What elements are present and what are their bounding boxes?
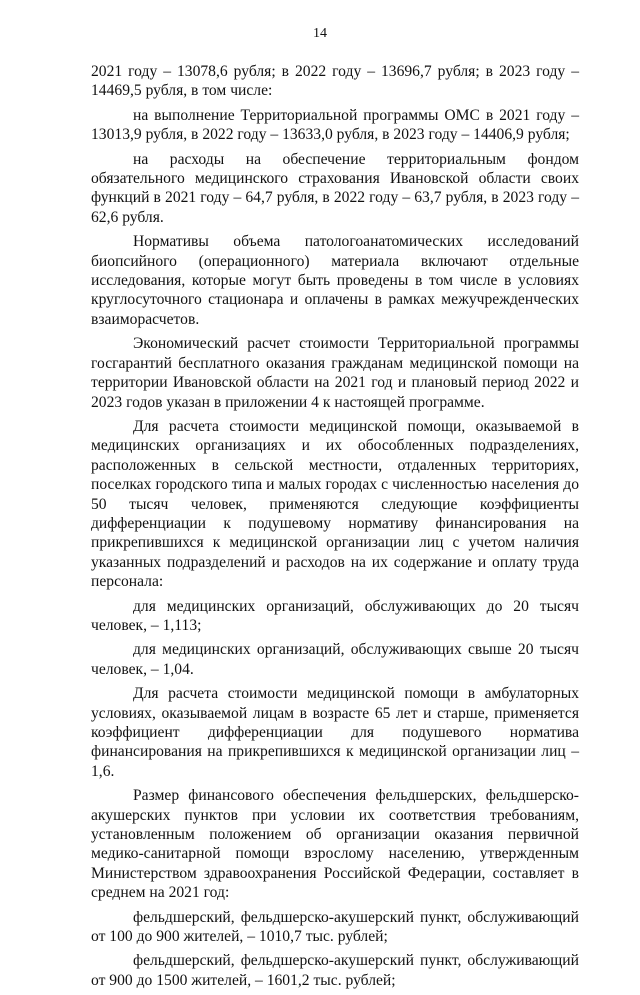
paragraph-continuation: 2021 году – 13078,6 рубля; в 2022 году – 13696,7 рубля; в 2023 году – 14469,5 рубля, в том числе: (91, 63, 579, 100)
paragraph-feldsher-financing: Размер финансового обеспечения фельдшерских, фельдшерско-акушерских пунктов при условии их соответствия требованиям, установленным положением об организации оказания первичной медико-санитарной помощи взрослому населению, утвержденным Министерством здравоохранения Российской Федерации, составляет в среднем на 2021 год: (91, 787, 579, 902)
document-body (91, 62, 579, 995)
page-number: 14 (313, 26, 327, 41)
paragraph-economic-calculation: Экономический расчет стоимости Территориальной программы госгарантий бесплатного оказания гражданам медицинской помощи на территории Ивановской области на 2021 год и плановый период 2022 и 2023 годов указан в приложении 4 к настоящей программе. (91, 335, 579, 411)
paragraph-pathology-norms: Нормативы объема патологоанатомических исследований биопсийного (операционного) материала включают отдельные исследования, которые могут быть проведены в том числе в условиях круглосуточного стационара и оплачены в рамках межучрежденческих взаиморасчетов. (91, 233, 579, 328)
paragraph-feldsher-900-1500: фельдшерский, фельдшерско-акушерский пункт, обслуживающий от 900 до 1500 жителей, – 1601,2 тыс. рублей; (91, 952, 579, 989)
paragraph-oms-program: на выполнение Территориальной программы ОМС в 2021 году – 13013,9 рубля, в 2022 году – 13633,0 рубля, в 2023 году – 14406,9 рубля; (91, 106, 579, 144)
paragraph-feldsher-100-900: фельдшерский, фельдшерско-акушерский пункт, обслуживающий от 100 до 900 жителей, – 1010,7 тыс. рублей; (91, 908, 579, 946)
paragraph-differentiation-coefficients: Для расчета стоимости медицинской помощи, оказываемой в медицинских организациях и их обособленных подразделениях, расположенных в сельской местности, отдаленных территориях, поселках городского типа и малых городах с численностью населения до 50 тысяч человек, применяются следующие коэффициенты дифференциации к подушевому нормативу финансирования на прикрепившихся к медицинской организации лиц с учетом наличия указанных подразделений и расходов на их содержание и оплату труда персонала: (91, 417, 579, 591)
paragraph-fund-expenses: на расходы на обеспечение территориальным фондом обязательного медицинского страхования Ивановской области своих функций в 2021 году – 64,7 рубля, в 2022 году – 63,7 рубля, в 2023 году – 62,6 рубля. (91, 150, 579, 226)
paragraph-coefficient-up-to-20k: для медицинских организаций, обслуживающих до 20 тысяч человек, – 1,113; (91, 597, 579, 634)
paragraph-elderly-coefficient: Для расчета стоимости медицинской помощи в амбулаторных условиях, оказываемой лицам в возрасте 65 лет и старше, применяется коэффициент дифференциации для подушевого норматива финансирования на прикрепившихся к медицинской организации лиц – 1,6. (91, 685, 579, 780)
paragraph-coefficient-over-20k: для медицинских организаций, обслуживающих свыше 20 тысяч человек, – 1,04. (91, 641, 579, 678)
